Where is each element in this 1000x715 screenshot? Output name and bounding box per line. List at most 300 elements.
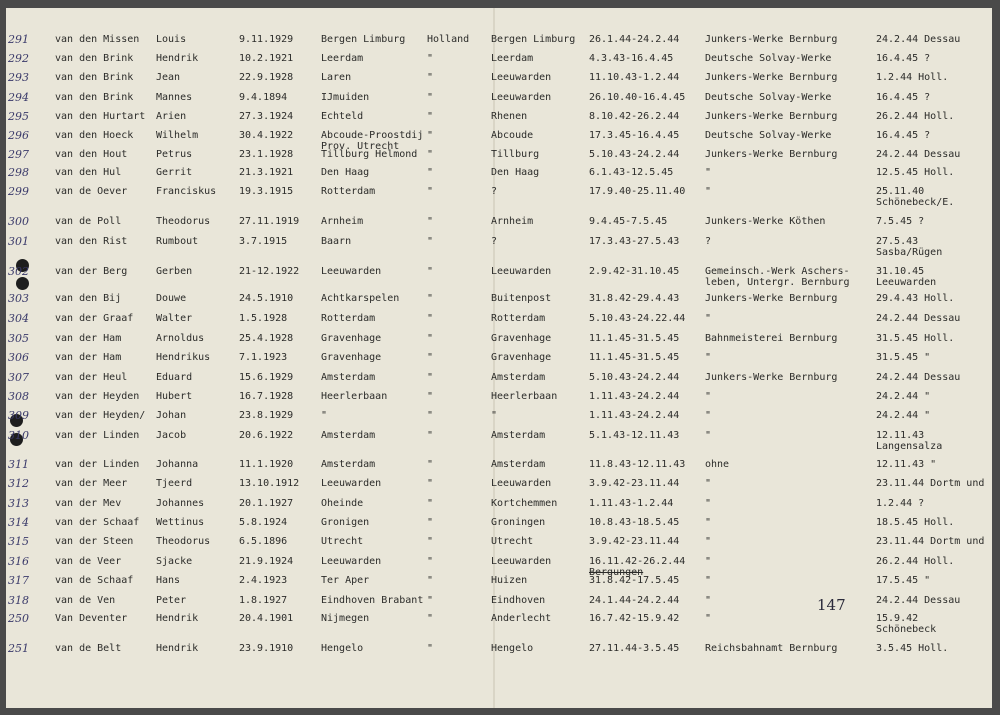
given-name-text: Sjacke bbox=[156, 556, 193, 567]
nationality bbox=[427, 34, 469, 45]
departure-text: 23.11.44 Dortm und bbox=[876, 478, 985, 489]
row-number-text: 291 bbox=[8, 33, 29, 46]
period-text: 1.11.43-24.2.44 bbox=[589, 391, 680, 402]
period-text: 16.11.42-26.2.44 bbox=[589, 556, 686, 567]
employer-text: " bbox=[705, 613, 712, 624]
birth-date bbox=[239, 595, 287, 606]
table-row bbox=[6, 575, 992, 591]
table-row bbox=[6, 429, 992, 452]
row-number-text: 303 bbox=[8, 292, 29, 305]
given-name-text: Gerrit bbox=[156, 167, 193, 178]
struck-text: Bergungen bbox=[589, 567, 644, 578]
row-number-text: 314 bbox=[8, 516, 29, 529]
row-number bbox=[8, 130, 29, 141]
employer-line2: leben, Untergr. Bernburg bbox=[705, 277, 850, 288]
departure bbox=[876, 410, 930, 421]
table-row bbox=[6, 293, 992, 309]
employer bbox=[705, 352, 711, 363]
departure bbox=[876, 333, 954, 344]
home-town-text: Arnheim bbox=[491, 216, 534, 227]
birth-date-text: 5.8.1924 bbox=[239, 517, 288, 528]
row-number bbox=[8, 498, 29, 509]
period-text: 10.8.43-18.5.45 bbox=[589, 517, 680, 528]
birth-place bbox=[321, 517, 369, 528]
row-number bbox=[8, 53, 29, 64]
home-town bbox=[491, 517, 545, 528]
row-number-text: 295 bbox=[8, 110, 29, 123]
given-name-text: Gerben bbox=[156, 266, 193, 277]
employer bbox=[705, 556, 711, 567]
employer-text: Junkers-Werke Bernburg bbox=[705, 149, 838, 160]
nationality bbox=[427, 643, 433, 654]
period bbox=[589, 34, 679, 45]
nationality bbox=[427, 352, 433, 363]
period-text: 11.1.45-31.5.45 bbox=[589, 352, 680, 363]
period-text: 26.10.40-16.4.45 bbox=[589, 92, 686, 103]
surname-text: van der Schaaf bbox=[55, 517, 140, 528]
given-name-text: Eduard bbox=[156, 372, 193, 383]
row-number-text: 317 bbox=[8, 574, 29, 587]
nationality-text: " bbox=[427, 53, 434, 64]
given-name bbox=[156, 313, 192, 324]
birth-place-text: Hengelo bbox=[321, 643, 364, 654]
home-town-text: Rotterdam bbox=[491, 313, 546, 324]
employer-text: Deutsche Solvay-Werke bbox=[705, 130, 832, 141]
surname bbox=[55, 459, 139, 470]
period-text: 6.1.43-12.5.45 bbox=[589, 167, 674, 178]
row-number bbox=[8, 536, 29, 547]
given-name bbox=[156, 352, 210, 363]
employer bbox=[705, 92, 831, 103]
departure bbox=[876, 72, 948, 83]
row-number-text: 301 bbox=[8, 235, 29, 248]
birth-place-text: Arnheim bbox=[321, 216, 364, 227]
departure-text: 24.2.44 Dessau bbox=[876, 313, 961, 324]
birth-date bbox=[239, 352, 287, 363]
departure bbox=[876, 149, 960, 160]
employer bbox=[705, 517, 711, 528]
period bbox=[589, 575, 679, 586]
birth-place-text: Heerlerbaan bbox=[321, 391, 388, 402]
birth-place-text: Nijmegen bbox=[321, 613, 370, 624]
home-town-text: Leerdam bbox=[491, 53, 534, 64]
departure-text: 17.5.45 " bbox=[876, 575, 931, 586]
row-number bbox=[8, 372, 29, 383]
row-number-text: 306 bbox=[8, 351, 29, 364]
birth-date-text: 23.1.1928 bbox=[239, 149, 294, 160]
period bbox=[589, 372, 679, 383]
surname bbox=[55, 372, 127, 383]
given-name-text: Douwe bbox=[156, 293, 187, 304]
surname-text: van der Meer bbox=[55, 478, 128, 489]
departure bbox=[876, 595, 960, 606]
birth-date bbox=[239, 498, 293, 509]
employer bbox=[705, 293, 837, 304]
birth-place-text: Gravenhage bbox=[321, 333, 382, 344]
employer-text: " bbox=[705, 186, 712, 197]
employer-text: " bbox=[705, 391, 712, 402]
birth-date bbox=[239, 72, 293, 83]
home-town-text: Den Haag bbox=[491, 167, 540, 178]
home-town bbox=[491, 459, 545, 470]
departure bbox=[876, 53, 930, 64]
departure-text: 7.5.45 ? bbox=[876, 216, 925, 227]
birth-date-text: 27.11.1919 bbox=[239, 216, 300, 227]
home-town-text: Heerlerbaan bbox=[491, 391, 558, 402]
period bbox=[589, 517, 679, 528]
employer bbox=[705, 372, 837, 383]
birth-place bbox=[321, 575, 369, 586]
period bbox=[589, 167, 673, 178]
surname bbox=[55, 333, 121, 344]
period bbox=[589, 266, 679, 277]
home-town bbox=[491, 430, 545, 441]
table-row bbox=[6, 149, 992, 165]
given-name bbox=[156, 410, 186, 421]
nationality bbox=[427, 216, 433, 227]
row-number bbox=[8, 186, 29, 197]
home-town bbox=[491, 613, 551, 624]
employer-text: " bbox=[705, 478, 712, 489]
nationality bbox=[427, 391, 433, 402]
row-number-text: 302 bbox=[8, 265, 29, 278]
birth-place-text: Eindhoven Brabant bbox=[321, 595, 424, 606]
period bbox=[589, 536, 679, 547]
surname-text: van de Schaaf bbox=[55, 575, 134, 586]
departure-text: 12.11.43 bbox=[876, 430, 925, 441]
birth-place bbox=[321, 186, 375, 197]
birth-date bbox=[239, 293, 293, 304]
table-row bbox=[6, 517, 992, 533]
nationality bbox=[427, 517, 433, 528]
row-number bbox=[8, 430, 29, 441]
nationality bbox=[427, 266, 433, 277]
table-row bbox=[6, 265, 992, 288]
table-row bbox=[6, 410, 992, 426]
surname-text: van den Missen bbox=[55, 34, 140, 45]
nationality bbox=[427, 498, 433, 509]
period bbox=[589, 236, 679, 247]
employer bbox=[705, 313, 711, 324]
row-number bbox=[8, 352, 29, 363]
row-number-text: 299 bbox=[8, 185, 29, 198]
home-town-text: ? bbox=[491, 236, 498, 247]
employer-text: " bbox=[705, 517, 712, 528]
surname-text: van de Poll bbox=[55, 216, 122, 227]
birth-place-text: Abcoude-Proostdij bbox=[321, 130, 424, 141]
row-number bbox=[8, 236, 29, 247]
table-row bbox=[6, 72, 992, 88]
period bbox=[589, 478, 679, 489]
birth-date-text: 9.11.1929 bbox=[239, 34, 294, 45]
nationality bbox=[427, 293, 433, 304]
departure-text: 23.11.44 Dortm und bbox=[876, 536, 985, 547]
row-number-text: 309 bbox=[8, 409, 29, 422]
birth-date bbox=[239, 575, 287, 586]
employer-text: " bbox=[705, 498, 712, 509]
employer-text: Bahnmeisterei Bernburg bbox=[705, 333, 838, 344]
nationality-text: " bbox=[427, 130, 434, 141]
departure-text: 16.4.45 ? bbox=[876, 130, 931, 141]
surname bbox=[55, 352, 121, 363]
period bbox=[589, 459, 685, 470]
row-number bbox=[8, 293, 29, 304]
period-text: 5.1.43-12.11.43 bbox=[589, 430, 680, 441]
surname bbox=[55, 391, 139, 402]
home-town-text: " bbox=[491, 410, 498, 421]
birth-date bbox=[239, 130, 293, 141]
birth-date bbox=[239, 111, 293, 122]
birth-place-text: Amsterdam bbox=[321, 459, 376, 470]
home-town-text: Utrecht bbox=[491, 536, 534, 547]
period bbox=[589, 72, 679, 83]
given-name-text: Rumbout bbox=[156, 236, 199, 247]
employer bbox=[705, 34, 837, 45]
birth-place bbox=[321, 410, 327, 421]
birth-date bbox=[239, 372, 293, 383]
period bbox=[589, 216, 667, 227]
departure-text: 26.2.44 Holl. bbox=[876, 556, 955, 567]
employer-text: " bbox=[705, 352, 712, 363]
employer-text: " bbox=[705, 430, 712, 441]
birth-place-text: Baarn bbox=[321, 236, 352, 247]
given-name bbox=[156, 643, 198, 654]
surname-text: van der Steen bbox=[55, 536, 134, 547]
departure bbox=[876, 34, 960, 45]
given-name-text: Wilhelm bbox=[156, 130, 199, 141]
surname-text: van der Heyden/ bbox=[55, 410, 146, 421]
given-name-text: Hans bbox=[156, 575, 181, 586]
given-name-text: Johan bbox=[156, 410, 187, 421]
given-name bbox=[156, 478, 192, 489]
employer-text: Deutsche Solvay-Werke bbox=[705, 53, 832, 64]
given-name-text: Hubert bbox=[156, 391, 193, 402]
birth-place bbox=[321, 53, 363, 64]
period-text: 3.9.42-23.11.44 bbox=[589, 536, 680, 547]
surname bbox=[55, 613, 127, 624]
row-number-text: 311 bbox=[8, 458, 29, 471]
departure-text: 24.2.44 Dessau bbox=[876, 595, 961, 606]
surname bbox=[55, 149, 127, 160]
surname-text: van der Ham bbox=[55, 352, 122, 363]
given-name-text: Mannes bbox=[156, 92, 193, 103]
employer-text: Reichsbahnamt Bernburg bbox=[705, 643, 838, 654]
surname bbox=[55, 595, 115, 606]
employer bbox=[705, 130, 831, 141]
row-number bbox=[8, 216, 29, 227]
period-text: 27.11.44-3.5.45 bbox=[589, 643, 680, 654]
birth-date-text: 25.4.1928 bbox=[239, 333, 294, 344]
employer bbox=[705, 430, 711, 441]
birth-place bbox=[321, 333, 381, 344]
home-town-text: ? bbox=[491, 186, 498, 197]
surname-text: van den Rist bbox=[55, 236, 128, 247]
table-row bbox=[6, 185, 992, 208]
row-number bbox=[8, 556, 29, 567]
departure-text: 24.2.44 " bbox=[876, 391, 931, 402]
home-town bbox=[491, 34, 575, 45]
home-town-text: Leeuwarden bbox=[491, 72, 552, 83]
row-number-text: 292 bbox=[8, 52, 29, 65]
departure-text: 31.5.45 Holl. bbox=[876, 333, 955, 344]
table-row bbox=[6, 459, 992, 475]
birth-date bbox=[239, 333, 293, 344]
surname-text: van de Belt bbox=[55, 643, 122, 654]
birth-date bbox=[239, 186, 293, 197]
surname bbox=[55, 536, 133, 547]
birth-date bbox=[239, 478, 299, 489]
birth-date-text: 23.9.1910 bbox=[239, 643, 294, 654]
employer bbox=[705, 216, 825, 227]
row-number-text: 312 bbox=[8, 477, 29, 490]
surname-text: van de Veer bbox=[55, 556, 122, 567]
given-name bbox=[156, 459, 198, 470]
birth-place bbox=[321, 613, 369, 624]
employer-text: " bbox=[705, 410, 712, 421]
birth-date-text: 24.5.1910 bbox=[239, 293, 294, 304]
surname bbox=[55, 53, 133, 64]
table-row bbox=[6, 111, 992, 127]
employer bbox=[705, 575, 711, 586]
home-town-text: Leeuwarden bbox=[491, 92, 552, 103]
employer bbox=[705, 333, 837, 344]
nationality bbox=[427, 111, 433, 122]
nationality-text: " bbox=[427, 352, 434, 363]
given-name-text: Jean bbox=[156, 72, 181, 83]
birth-place bbox=[321, 352, 381, 363]
page-number: 147 bbox=[817, 596, 846, 614]
home-town bbox=[491, 53, 533, 64]
surname-text: van den Hoeck bbox=[55, 130, 134, 141]
birth-place-text: Leeuwarden bbox=[321, 478, 382, 489]
period-text: 2.9.42-31.10.45 bbox=[589, 266, 680, 277]
surname bbox=[55, 130, 133, 141]
nationality bbox=[427, 459, 433, 470]
birth-place bbox=[321, 372, 375, 383]
employer bbox=[705, 613, 711, 624]
employer-text: " bbox=[705, 167, 712, 178]
home-town-text: Kortchemmen bbox=[491, 498, 558, 509]
departure-text: 26.2.44 Holl. bbox=[876, 111, 955, 122]
departure bbox=[876, 613, 936, 635]
surname-text: van den Bij bbox=[55, 293, 122, 304]
nationality bbox=[427, 92, 433, 103]
departure bbox=[876, 575, 930, 586]
row-number bbox=[8, 517, 29, 528]
nationality bbox=[427, 236, 433, 247]
departure bbox=[876, 498, 924, 509]
row-number bbox=[8, 478, 29, 489]
home-town bbox=[491, 556, 551, 567]
employer bbox=[705, 149, 837, 160]
given-name bbox=[156, 498, 204, 509]
period bbox=[589, 130, 679, 141]
departure bbox=[876, 216, 924, 227]
birth-place-text: Ter Aper bbox=[321, 575, 370, 586]
birth-date-text: 30.4.1922 bbox=[239, 130, 294, 141]
given-name-text: Louis bbox=[156, 34, 187, 45]
table-row bbox=[6, 612, 992, 635]
table-row bbox=[6, 333, 992, 349]
nationality-text: " bbox=[427, 575, 434, 586]
departure-text: 3.5.45 Holl. bbox=[876, 643, 949, 654]
nationality-text: " bbox=[427, 498, 434, 509]
nationality-text: " bbox=[427, 536, 434, 547]
row-number bbox=[8, 575, 29, 586]
birth-place bbox=[321, 391, 387, 402]
birth-place bbox=[321, 167, 369, 178]
given-name bbox=[156, 613, 198, 624]
nationality bbox=[427, 556, 433, 567]
birth-place bbox=[321, 236, 351, 247]
nationality bbox=[427, 372, 433, 383]
nationality bbox=[427, 478, 433, 489]
nationality-text: " bbox=[427, 266, 434, 277]
surname bbox=[55, 575, 133, 586]
given-name bbox=[156, 293, 186, 304]
nationality-text: " bbox=[427, 410, 434, 421]
given-name bbox=[156, 236, 198, 247]
home-town bbox=[491, 92, 551, 103]
surname bbox=[55, 556, 121, 567]
nationality bbox=[427, 410, 433, 421]
departure bbox=[876, 92, 930, 103]
surname bbox=[55, 498, 121, 509]
nationality bbox=[427, 613, 433, 624]
birth-date-text: 11.1.1920 bbox=[239, 459, 294, 470]
period-text: 24.1.44-24.2.44 bbox=[589, 595, 680, 606]
birth-date-text: 3.7.1915 bbox=[239, 236, 288, 247]
departure bbox=[876, 372, 960, 383]
home-town-text: Eindhoven bbox=[491, 595, 546, 606]
home-town bbox=[491, 372, 545, 383]
given-name-text: Walter bbox=[156, 313, 193, 324]
surname-text: van der Ham bbox=[55, 333, 122, 344]
employer-text: Junkers-Werke Bernburg bbox=[705, 34, 838, 45]
row-number bbox=[8, 266, 29, 277]
birth-place-text: Utrecht bbox=[321, 536, 364, 547]
period-text: 11.8.43-12.11.43 bbox=[589, 459, 686, 470]
surname bbox=[55, 72, 133, 83]
given-name-text: Hendrik bbox=[156, 643, 199, 654]
given-name bbox=[156, 517, 204, 528]
period-text: 17.9.40-25.11.40 bbox=[589, 186, 686, 197]
employer-text: Gemeinsch.-Werk Aschers- bbox=[705, 266, 850, 277]
birth-place bbox=[321, 72, 351, 83]
nationality bbox=[427, 595, 433, 606]
surname bbox=[55, 478, 127, 489]
departure bbox=[876, 293, 954, 304]
birth-date bbox=[239, 266, 299, 277]
birth-place bbox=[321, 313, 375, 324]
departure bbox=[876, 111, 954, 122]
employer bbox=[705, 391, 711, 402]
departure-text: 1.2.44 Holl. bbox=[876, 72, 949, 83]
surname-text: van der Graaf bbox=[55, 313, 134, 324]
surname-text: van der Heyden bbox=[55, 391, 140, 402]
birth-date bbox=[239, 167, 293, 178]
home-town bbox=[491, 391, 557, 402]
birth-place bbox=[321, 459, 375, 470]
nationality-text: " bbox=[427, 72, 434, 83]
employer-text: Deutsche Solvay-Werke bbox=[705, 92, 832, 103]
departure bbox=[876, 430, 942, 452]
row-number bbox=[8, 92, 29, 103]
table-row bbox=[6, 53, 992, 69]
birth-place bbox=[321, 293, 399, 304]
period bbox=[589, 352, 679, 363]
row-number-text: 296 bbox=[8, 129, 29, 142]
